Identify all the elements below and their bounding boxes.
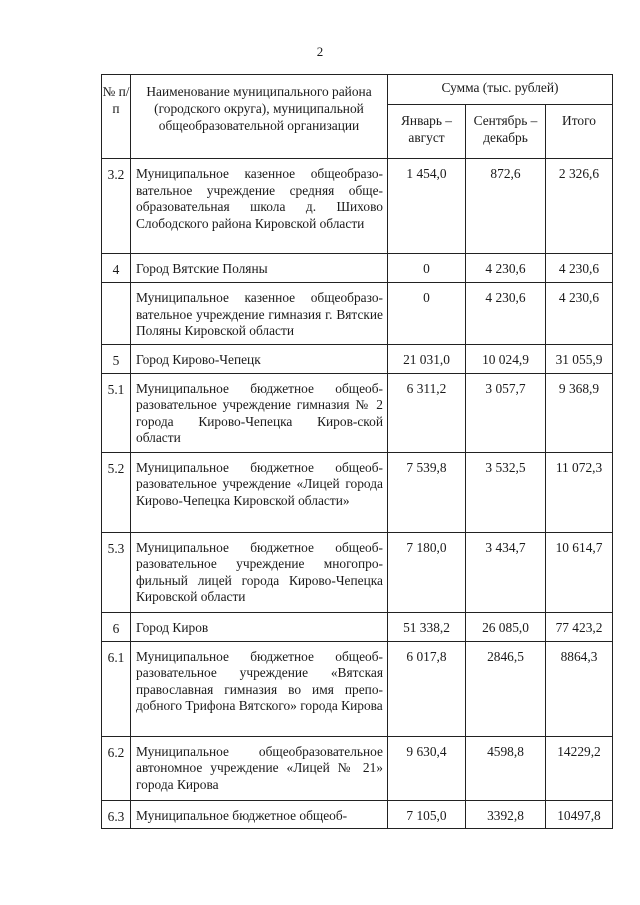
header-name: Наименование муниципального района (городского округа), муниципальной общеобразовательной организации <box>131 75 388 159</box>
table-row <box>102 736 613 800</box>
row-jan-aug: 7 539,8 <box>388 452 466 532</box>
row-total: 9 368,9 <box>546 373 613 452</box>
table-header <box>102 75 613 159</box>
row-sep-dec: 10 024,9 <box>466 344 546 373</box>
row-jan-aug: 9 630,4 <box>388 736 466 800</box>
row-number: 4 <box>102 254 131 283</box>
row-name: Муниципальное бюджетное общеоб- <box>131 800 388 829</box>
row-name: Муниципальное казенное общеобразо-вательное учреждение средняя обще-образовательная школа д. Шихово Слободского района Кировской области <box>131 159 388 254</box>
row-name: Город Кирово-Чепецк <box>131 344 388 373</box>
row-total: 4 230,6 <box>546 254 613 283</box>
row-number: 5.3 <box>102 532 131 612</box>
row-jan-aug: 0 <box>388 283 466 345</box>
row-jan-aug: 0 <box>388 254 466 283</box>
table-row <box>102 159 613 254</box>
row-number: 5.1 <box>102 373 131 452</box>
row-jan-aug: 7 105,0 <box>388 800 466 829</box>
row-sep-dec: 2846,5 <box>466 641 546 736</box>
row-total: 77 423,2 <box>546 612 613 641</box>
row-sep-dec: 3 057,7 <box>466 373 546 452</box>
header-total: Итого <box>546 105 613 159</box>
row-total: 14229,2 <box>546 736 613 800</box>
row-number: 5.2 <box>102 452 131 532</box>
row-jan-aug: 51 338,2 <box>388 612 466 641</box>
row-sep-dec: 872,6 <box>466 159 546 254</box>
header-number: № п/п <box>102 75 131 159</box>
header-sep-dec: Сентябрь – декабрь <box>466 105 546 159</box>
row-jan-aug: 7 180,0 <box>388 532 466 612</box>
header-jan-aug: Январь – август <box>388 105 466 159</box>
funding-table <box>101 74 613 829</box>
table-body <box>102 159 613 829</box>
table-row <box>102 373 613 452</box>
table-row <box>102 641 613 736</box>
row-name: Город Вятские Поляны <box>131 254 388 283</box>
row-name: Город Киров <box>131 612 388 641</box>
row-number: 3.2 <box>102 159 131 254</box>
row-total: 10497,8 <box>546 800 613 829</box>
row-jan-aug: 6 311,2 <box>388 373 466 452</box>
page-number: 2 <box>316 44 324 59</box>
row-total: 4 230,6 <box>546 283 613 345</box>
row-name: Муниципальное бюджетное общеоб-разовательное учреждение «Вятская православная гимназия во имя препо-добного Трифона Вятского» города Кирова <box>131 641 388 736</box>
row-total: 31 055,9 <box>546 344 613 373</box>
table-row <box>102 532 613 612</box>
table-row <box>102 254 613 283</box>
row-jan-aug: 1 454,0 <box>388 159 466 254</box>
table-row <box>102 800 613 829</box>
row-number: 6.2 <box>102 736 131 800</box>
table-row <box>102 452 613 532</box>
row-sep-dec: 4 230,6 <box>466 283 546 345</box>
row-total: 2 326,6 <box>546 159 613 254</box>
row-total: 8864,3 <box>546 641 613 736</box>
row-sep-dec: 3 532,5 <box>466 452 546 532</box>
row-name: Муниципальное бюджетное общеоб-разовательное учреждение многопро-фильный лицей города Кирово-Чепецка Кировской области <box>131 532 388 612</box>
table-row <box>102 344 613 373</box>
row-jan-aug: 21 031,0 <box>388 344 466 373</box>
row-number <box>102 283 131 345</box>
row-name: Муниципальное общеобразовательное автономное учреждение «Лицей № 21» города Кирова <box>131 736 388 800</box>
table-row <box>102 612 613 641</box>
row-sep-dec: 26 085,0 <box>466 612 546 641</box>
row-number: 5 <box>102 344 131 373</box>
row-number: 6 <box>102 612 131 641</box>
row-number: 6.3 <box>102 800 131 829</box>
row-jan-aug: 6 017,8 <box>388 641 466 736</box>
table-row <box>102 283 613 345</box>
row-name: Муниципальное бюджетное общеоб-разовательное учреждение «Лицей города Кирово-Чепецка Кировской области» <box>131 452 388 532</box>
row-total: 11 072,3 <box>546 452 613 532</box>
row-sep-dec: 3 434,7 <box>466 532 546 612</box>
row-sep-dec: 4 230,6 <box>466 254 546 283</box>
row-total: 10 614,7 <box>546 532 613 612</box>
row-number: 6.1 <box>102 641 131 736</box>
row-name: Муниципальное бюджетное общеоб-разовательное учреждение гимназия № 2 города Кирово-Чепецка Киров-ской области <box>131 373 388 452</box>
row-sep-dec: 3392,8 <box>466 800 546 829</box>
row-sep-dec: 4598,8 <box>466 736 546 800</box>
header-sum: Сумма (тыс. рублей) <box>388 75 613 105</box>
row-name: Муниципальное казенное общеобразо-вательное учреждение гимназия г. Вятские Поляны Кировской области <box>131 283 388 345</box>
